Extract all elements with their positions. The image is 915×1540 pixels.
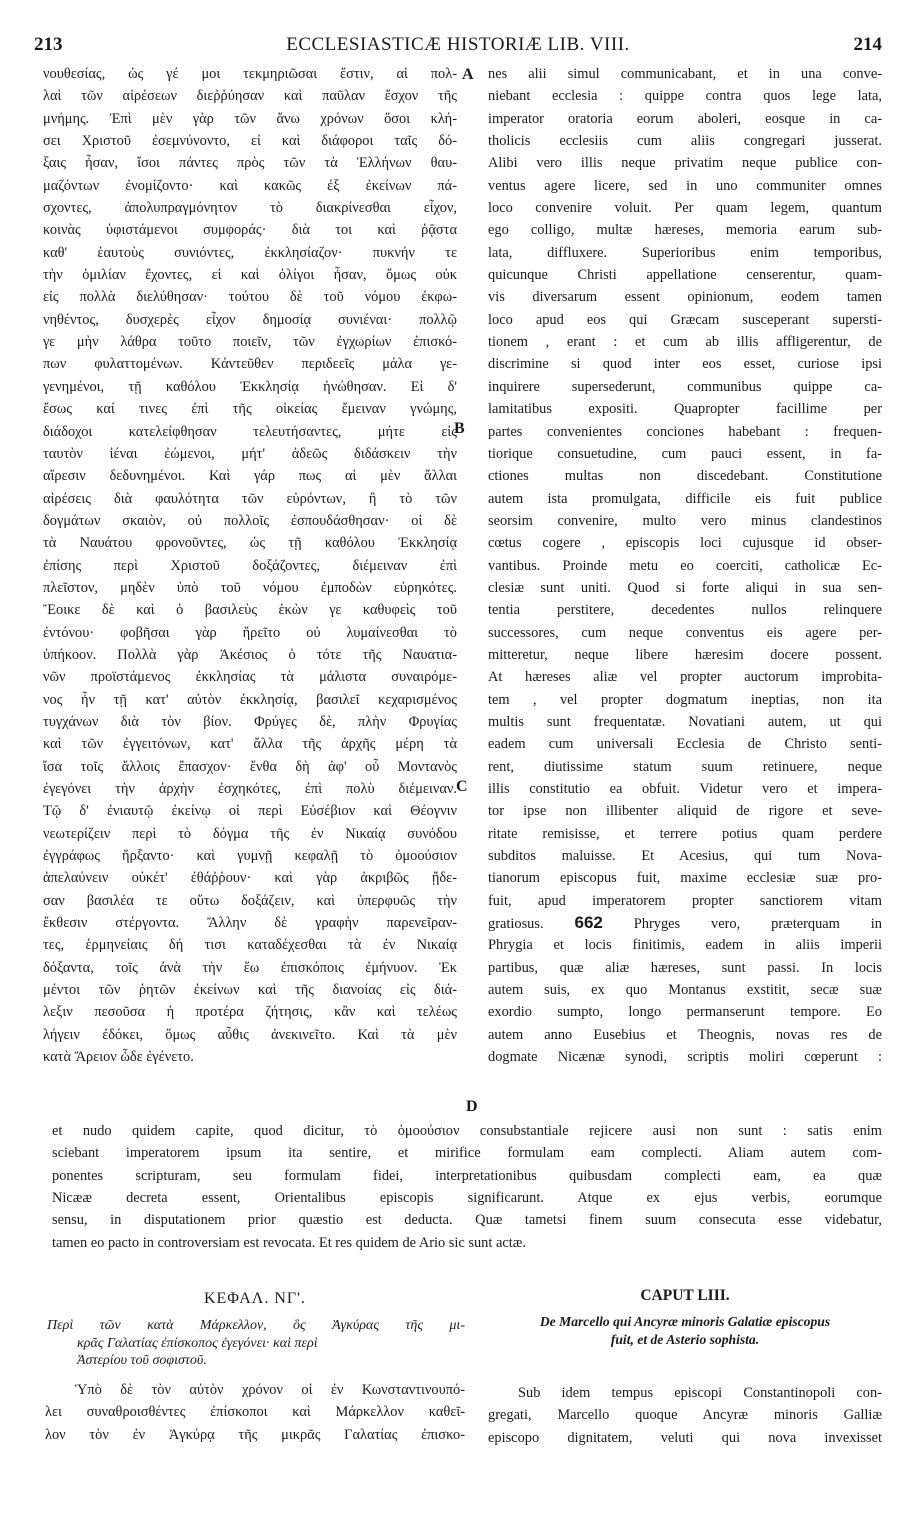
latin-line: imperator oratoria eorum aboleri, eosque in ca-	[488, 110, 882, 127]
greek-line: τὰ Ναυάτου φρονοῦντες, ὡς τῇ καθόλου Ἐκκλησίᾳ	[43, 535, 457, 552]
latin-line	[488, 912, 882, 934]
greek-line: λεξιν πεσοῦσα ἡ προτέρα ζήτησις, κἂν καὶ τελέως	[43, 1004, 457, 1021]
greek-line: δογμάτων σκαιὸν, οὐ πολλοῖς ἐσπουδάσθησαν· οἱ δὲ	[43, 512, 457, 529]
summary-line: fuit, et de Asterio sophista.	[610, 1331, 760, 1347]
latin-line: clesiæ sunt uniti. Quod si forte aliqui in sua sen-	[488, 579, 882, 596]
greek-line: αἵρεσιν δεδυνημένοι. Καὶ γάρ πως αἱ μὲν ἄλλαι	[43, 468, 457, 485]
greek-body-line: λον τὸν ἐν Ἀγκύρᾳ τῆς μικρᾶς Γαλατίας ἐπισκο-	[45, 1426, 465, 1443]
greek-line: πων φυλαττομένων. Κἀντεῦθεν περιδεεῖς μάλα γε-	[43, 356, 457, 373]
latin-line: niebant ecclesia : quippe contra quos lege lata,	[488, 88, 882, 105]
greek-line: μέντοι τῶν ῥητῶν ἐκείνων καὶ τῆς διανοίας εἰς διά-	[43, 982, 457, 999]
margin-marker-c: C	[456, 778, 468, 795]
greek-line: νῶν προϊστάμενος ἐκκλησίας τὰ μάλιστα συναιρόμε-	[43, 669, 457, 686]
latin-line: ctiones multas non discedebant. Constitutione	[488, 468, 882, 485]
latin-body-line: Sub idem tempus episcopi Constantinopoli con-	[518, 1385, 882, 1401]
latin-line: Phrygia et locis finitimis, eadem in aliis imperii	[488, 937, 882, 954]
greek-line: γε μὴν λάθρα τοῦτο ποιεῖν, τῶν ἐγχωρίων ἐπισκό-	[43, 334, 457, 351]
latin-line: illis constitutio ea obfuit. Videtur vero et impera-	[488, 781, 882, 797]
greek-line: ἐγγράφως ἤρξαντο· καὶ γυμνῇ κεφαλῇ τὸ ὁμοούσιον	[43, 848, 457, 865]
running-title: ECCLESIASTICÆ HISTORIÆ LIB. VIII.	[286, 34, 630, 55]
latin-line: tentia perstitere, decedentes nullos relinquere	[488, 602, 882, 619]
page-number-left: 213	[34, 34, 63, 55]
greek-line: σαν βασιλέα τε οὕτω δοξάζειν, καὶ ὑπερφυῶς τὴν	[43, 892, 457, 909]
latin-line: autem suis, ex quo Montanus exstitit, secæ suæ	[488, 982, 882, 999]
greek-line: ὑπήκοον. Πολλὰ γὰρ Ἀκέσιος ὁ τότε τῆς Ναυατια-	[43, 646, 457, 663]
chapter-body-greek	[45, 1379, 465, 1446]
greek-text-column	[43, 63, 457, 1068]
greek-line: καθ' ἑαυτοὺς συνιόντες, ἐκκλησίαζον· πυκνήν τε	[43, 244, 457, 261]
latin-line: tionem , erant : et cum ab illis affligerentur, de	[488, 334, 882, 351]
latin-line: multis sunt frequentatæ. Novatiani autem, ut qui	[488, 713, 882, 730]
chapter-body-latin	[488, 1382, 882, 1449]
latin-line: tholicis ecclesiis cum aliis congregari jusserat.	[488, 133, 882, 150]
greek-line: ταυτὸν ἰέναι ἐώμενοι, μήτ' ἀδεῶς διδάσκειν τὴν	[43, 445, 457, 462]
greek-line: ἐντόνου· φοβῆσαι γὰρ ἤρεῖτο οὐ λυμαίνεσθαι τὸ	[43, 624, 457, 641]
full-width-line: Nicææ decreta essent, Orientalibus episcopis significarunt. Atque ex ejus verbis, eorumque	[52, 1190, 882, 1207]
latin-line: loco apud eos qui Græcam susceperant supersti-	[488, 311, 882, 328]
greek-body-line: λει συναθροισθέντες ἐπίσκοποι καὶ Μάρκελλον καθεῖ-	[45, 1404, 465, 1421]
running-header	[34, 34, 882, 62]
greek-body-line: Ὑπὸ δὲ τὸν αὐτὸν χρόνον οἱ ἐν Κωνσταντινουπό-	[75, 1382, 465, 1398]
latin-line: loco convenire voluit. Per quam legem, quantum	[488, 200, 882, 217]
greek-line: σχοντες, ἀπολυπραγμόνητον τὸ διακρίνεσθαι εἶχον,	[43, 200, 457, 217]
greek-line: κοινὰς ὑφιστάμενοι συμφοράς· διὰ τοι καὶ ῥᾷστα	[43, 222, 457, 239]
full-width-line: tamen eo pacto in controversiam est revocata. Et res quidem de Ario sic sunt actæ.	[52, 1234, 526, 1251]
greek-line: τυγχάνων διὰ τὸν βίον. Φρύγες δὲ, πλὴν Φρυγίας	[43, 713, 457, 730]
greek-line: ἔκθεσιν στέργοντα. Ἄλλην δὲ γραφὴν παρενεῖραν-	[43, 915, 457, 932]
greek-line: ἔσως καί τινες ἐπὶ τῆς οἰκείας ἔμειναν γνώμης,	[43, 401, 457, 418]
latin-line: vantibus. Proinde metu eo coerciti, catholicæ Ec-	[488, 557, 882, 574]
latin-line: autem ista promulgata, difficile eis fuit publice	[488, 490, 882, 507]
latin-line: ritate remisisse, et terrere potius quam perdere	[488, 825, 882, 842]
latin-line: successores, cum neque conventus eis agere per-	[488, 624, 882, 641]
latin-line: tianorum episcopus fuit, maxime ecclesiæ suæ pro-	[488, 870, 882, 887]
latin-line: mitteretur, neque libere hæresim docere possent.	[488, 646, 882, 663]
greek-line: σει Χριστοῦ ἐσεμνύνοντο, εἰ καὶ διάφοροι ταῖς δό-	[43, 133, 457, 150]
greek-line: λήγειν ἐδόκει, ὅμως αὖθις ἀνεκινεῖτο. Καὶ τὰ μὲν	[43, 1026, 457, 1043]
greek-line: ἐγεγόνει τὴν ἀρχὴν ἐσχηκότες, ἐπὶ πολὺ διέμειναν.	[43, 781, 457, 797]
chapter-title-greek: ΚΕΦΑΛ. ΝΓ'.	[203, 1290, 307, 1307]
margin-marker-b: B	[454, 420, 465, 437]
latin-line: seorsim convenire, multo vero minus clandestinos	[488, 512, 882, 529]
greek-line: εἰς πολλὰ διελύθησαν· τούτου δὲ τοῦ νόμου ἐκφω-	[43, 289, 457, 306]
greek-line: ἐπίσης περὶ Χριστοῦ δοξάζοντες, διέμειναν ἐπὶ	[43, 557, 457, 574]
greek-line: τες, ἑρμηνείαις δή τισι καταδέχεσθαι τὰ ἐν Νικαίᾳ	[43, 937, 457, 954]
greek-line: γενημένοι, τῇ καθόλου Ἐκκλησίᾳ ἡνώθησαν. Εἰ δ'	[43, 378, 457, 395]
latin-line: lamitatibus expositi. Quapropter facillime per	[488, 401, 882, 418]
latin-body-line: gregati, Marcello quoque Ancyræ minoris Galliæ	[488, 1407, 882, 1424]
latin-line: quicunque Christi appellatione censerentur, quam-	[488, 267, 882, 284]
latin-line: exordio sumpto, longo permanserunt tempore. Eo	[488, 1004, 882, 1021]
latin-line: vis diversarum essent opinionum, eodem tamen	[488, 289, 882, 306]
latin-line: cœtus cogere , episcopis loci cujusque id obser-	[488, 535, 882, 552]
latin-line-part: gratiosus.	[488, 916, 575, 933]
latin-line: rent, diutissime statum suum retinuere, neque	[488, 758, 882, 775]
greek-line: νεωτερίζειν περὶ τὸ δόγμα τῆς ἐν Νικαίᾳ συνόδου	[43, 825, 457, 842]
greek-line: καὶ τῶν ἐγγειτόνων, κατ' ἄλλα τῆς ἀρχῆς μέρη τὰ	[43, 736, 457, 753]
greek-line: ἀπελαύνειν οὐκέτ' ἐθάῤῥουν· καὶ γὰρ ἀκριβῶς ᾔδε-	[43, 870, 457, 887]
latin-body-line: episcopo dignitatem, veluti qui nova invexisset	[488, 1429, 882, 1446]
greek-line: κατὰ Ἄρειον ὧδε ἐγένετο.	[43, 1049, 194, 1066]
latin-line-part: Phryges vero, præterquam in	[602, 916, 882, 933]
latin-line: autem anno Eusebius et Theognis, novas res de	[488, 1026, 882, 1043]
greek-line: ἴσα τοῖς ἄλλοις ἔπασχον· ἔνθα δὴ ἀφ' οὗ Μοντανὸς	[43, 758, 457, 775]
latin-line: eadem cum universali Ecclesia de Christo senti-	[488, 736, 882, 753]
margin-marker-a: A	[462, 66, 474, 83]
latin-line: ego colligo, multæ hæreses, memoria earum sub-	[488, 222, 882, 239]
latin-line: tor ipse non illibenter aliquid de rigore et seve-	[488, 803, 882, 820]
greek-line: νηθέντος, δυσχερὲς εἶχον δημοσίᾳ συνιέναι· πολλῷ	[43, 311, 457, 328]
full-width-line: sensu, in disputationem prior quæstio est deducta. Quæ tametsi finem suum consecuta esse videbatur,	[52, 1212, 882, 1229]
full-width-line: et nudo quidem capite, quod dicitur, τὸ ὁμοούσιον consubstantiale rejicere ausi non sunt : satis enim	[52, 1123, 882, 1139]
latin-line: subditos maluisse. Et Acesius, qui tum Nova-	[488, 848, 882, 865]
margin-marker-d: D	[466, 1098, 478, 1115]
latin-line: nes alii simul communicabant, et in una conve-	[488, 66, 882, 82]
full-width-line: ponentes scripturam, seu formulam fidei, interpretationibus quibusdam complecti eam, ea quæ	[52, 1167, 882, 1184]
latin-line: inquirere supersederunt, communibus quippe ca-	[488, 378, 882, 395]
page-number-right: 214	[853, 34, 882, 55]
full-width-line: sciebant imperatorem ipsum ita sentire, et mirifice formulam eam complecti. Aliam autem com-	[52, 1145, 882, 1162]
latin-line: tem , vel propter dogmatum ineptias, non ita	[488, 691, 882, 708]
summary-line: Περὶ τῶν κατὰ Μάρκελλον, ὃς Ἀγκύρας τῆς μι-	[47, 1318, 465, 1333]
latin-line: fuit, apud imperatorem propter sanctiorem vitam	[488, 892, 882, 909]
latin-line: discrimine si quod inter eos esset, curiose ipsi	[488, 356, 882, 373]
greek-line: δόξαντα, τοῖς ἀνὰ τὴν ἕω ἐπισκόποις ἐμήνυον. Ἐκ	[43, 959, 457, 976]
latin-line: dogmate Nicænæ synodi, scriptis moliri cœperunt :	[488, 1049, 882, 1066]
full-width-paragraph	[52, 1120, 882, 1254]
greek-line: λαὶ τῶν αἱρέσεων διεῤῥύησαν καὶ παῦλαν ἔσχον τῆς	[43, 88, 457, 105]
greek-line: νος ἦν τῇ κατ' αὐτὸν ἐκκλησίᾳ, βασιλεῖ κεχαρισμένος	[43, 691, 457, 708]
latin-line: tiorique consuetudine, cum pauci essent, in fa-	[488, 445, 882, 462]
summary-line: Ἀστερίου τοῦ σοφιστοῦ.	[77, 1353, 207, 1368]
latin-line: At hæreses aliæ vel propter auctorum improbita-	[488, 669, 882, 686]
latin-line: ventus agere licere, sed in uno communiter omnes	[488, 177, 882, 194]
summary-line: De Marcello qui Ancyræ minoris Galatiæ episcopus	[539, 1314, 831, 1329]
latin-line: lata, diffluxere. Superioribus enim temporibus,	[488, 244, 882, 261]
latin-line: partibus, quæ aliæ hæreses, sunt passi. In locis	[488, 959, 882, 976]
greek-line: ξαις ἦσαν, ἴσοι πάντες πρὸς τῶν τὰ Ἑλλήνων θαυ-	[43, 155, 457, 172]
chapter-summary-greek	[47, 1317, 465, 1370]
column-number: 662	[574, 913, 603, 933]
greek-line: μαζόντων ἐνομίζοντο· καὶ κακῶς ἐξ ἐκείνων πά-	[43, 177, 457, 194]
greek-line: πλεῖστον, μηδὲν ὑπὸ τοῦ νόμου ἐμποδὼν εὑρηκότες.	[43, 579, 457, 596]
greek-line: αἱρέσεις διὰ φαυλότητα τῶν εὑρόντων, ἢ τὸ τῶν	[43, 490, 457, 507]
latin-line: Alibi vero illis neque privatim neque publice con-	[488, 155, 882, 172]
chapter-title-latin: CAPUT LIII.	[640, 1287, 730, 1304]
greek-line: μνήμης. Ἐπὶ μὲν γὰρ τῶν ἄνω χρόνων ὅσοι κλή-	[43, 110, 457, 127]
greek-line: Τῷ δ' ἐνιαυτῷ ἐκείνῳ οἱ περὶ Εὐσέβιον καὶ Θέογνιν	[43, 803, 457, 820]
latin-text-column	[488, 63, 882, 1068]
greek-line: νουθεσίας, ὡς γέ μοι τεκμηριῶσαι ἔστιν, αἱ πολ-	[43, 66, 457, 82]
greek-line: τὴν ὁμιλίαν ἔχοντες, εἰ καὶ ὀλίγοι ἦσαν, ὅμως οὐκ	[43, 267, 457, 284]
greek-line: Ἔοικε δὲ καὶ ὁ βασιλεὺς ἑκὼν γε καθυφεὶς τοῦ	[43, 602, 457, 619]
summary-line: κρᾶς Γαλατίας ἐπίσκοπος ἐγεγόνει· καὶ περὶ	[77, 1335, 318, 1351]
latin-line: partes convenientes conciones habebant : frequen-	[488, 423, 882, 440]
greek-line: διάδοχοι κατελείφθησαν τελευτήσαντες, μήτε εἰς	[43, 423, 457, 440]
chapter-summary-latin	[488, 1313, 882, 1348]
